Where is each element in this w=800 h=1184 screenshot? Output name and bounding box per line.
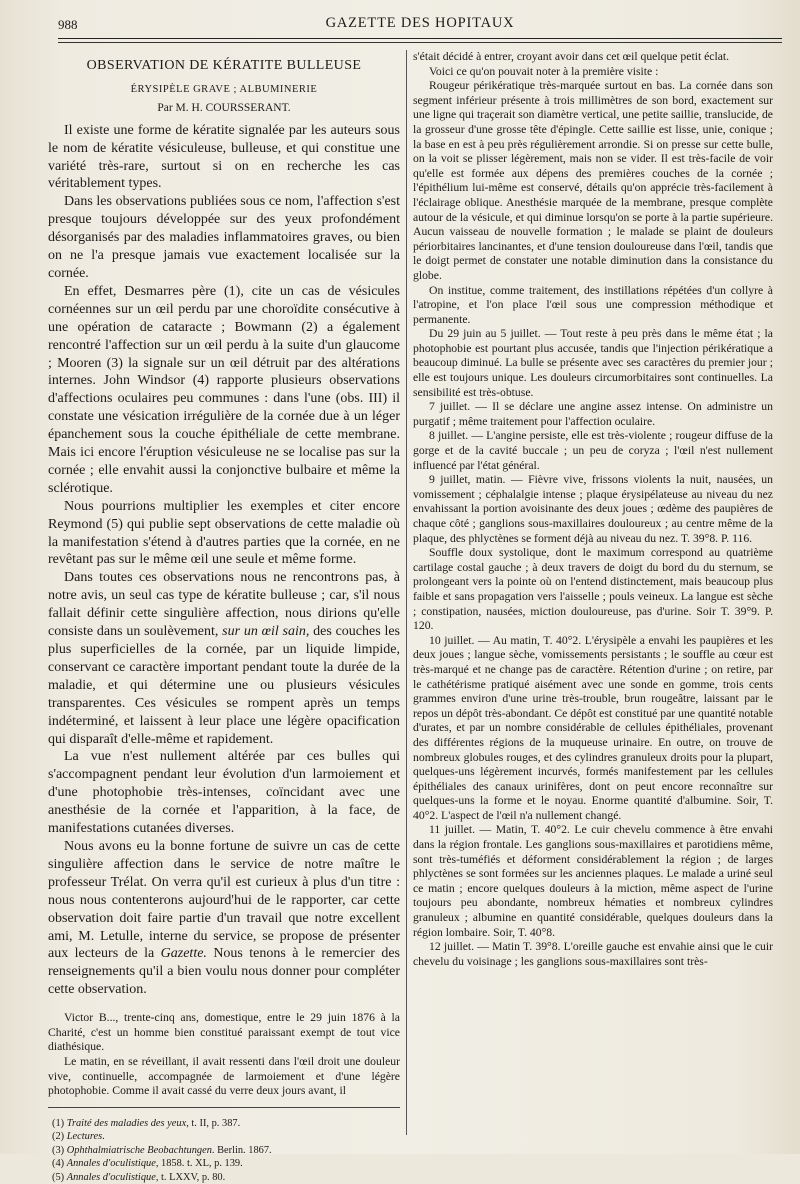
footnote: (3) Ophthalmiatrische Beobachtungen. Berlin. 1867.	[52, 1144, 272, 1156]
article-author: Par M. H. COURSSERANT.	[157, 101, 291, 114]
paragraph: Nous pourrions multiplier les exemples et citer encore Reymond (5) qui publie sept observations de cette maladie où la manifestation s'étend à d'autres parties que la cornée, en ne revêtant pas sur le même œil une seule et même forme.	[48, 498, 400, 568]
page-number: 988	[58, 17, 78, 32]
paragraph: Voici ce qu'on pouvait noter à la première visite :	[429, 64, 659, 78]
paragraph: En effet, Desmarres père (1), cite un cas de vésicules cornéennes sur un œil perdu par une choroïdite consécutive à une opération de cataracte ; Bowmann (2) a également rencontré l'affection sur un œil perdu à la suite d'un glaucome ; Mooren (3) la signale sur un œil détruit par des altérations internes. John Windsor (4) rapporte plusieurs observations d'affections oculaires peu communes : dans l'une (obs. III) il constate une vésication irrégulière de la cornée due à un léger épanchement sous la couche épithéliale de cette membrane. Mais ici encore l'éruption vésiculeuse ne se localise pas sur la cornée ; elle envahit aussi la conjonctive bulbaire et même la sclérotique.	[48, 283, 400, 496]
observation-paragraph: Le matin, en se réveillant, il avait ressenti dans l'œil droit une douleur vive, continuelle, accompagnée de larmoiement et d'une légère photophobie. Comme il avait cassé du verre deux jours avant, il	[48, 1054, 400, 1098]
paragraph: 8 juillet. — L'angine persiste, elle est très-violente ; rougeur diffuse de la gorge et de la cavité buccale ; un peu de coryza ; l'œil n'est nullement influencé par l'état général.	[413, 429, 773, 472]
footnote: (5) Annales d'oculistique, t. LXXV, p. 80.	[52, 1171, 226, 1183]
footnote: (4) Annales d'oculistique, 1858. t. XL, p. 139.	[52, 1158, 243, 1170]
paragraph: 9 juillet, matin. — Fièvre vive, frissons violents la nuit, nausées, un vomissement ; céphalalgie intense ; plaque érysipélateuse au niveau du nez envahissant la portion avoisinante des deux joues ; œdème des paupières de chaque côté ; ganglions sous-maxillaires douloureux ; au centre même de la plaque, des phlyctènes se forment déjà au niveau du nez. T. 39°8. P. 116.	[413, 473, 773, 545]
paragraph: La vue n'est nullement altérée par ces bulles qui s'accompagnent pendant leur évolution d'un larmoiement et d'une photophobie très-intenses, coïncidant avec une anesthésie de la cornée et l'apparition, à la face, de manifestations cutanées diverses.	[48, 749, 400, 837]
paragraph: 11 juillet. — Matin, T. 40°2. Le cuir chevelu commence à être envahi dans la région frontale. Les ganglions sous-maxillaires et parotidiens même, sont très-tuméfiés et déforment considérablement la région ; de larges phlyctènes se sont formées sur les anciennes plaques. Le malade a uriné seul ce matin ; encore quelques douleurs à la miction, même aspect de l'urine toujours peu abondante, nombreux hématies et nombreux cylindres granuleux ; albumine en quantité considérable, quelques douleurs dans la région lombaire. Soir, T. 40°8.	[413, 823, 773, 939]
article-title: OBSERVATION DE KÉRATITE BULLEUSE	[86, 58, 362, 73]
paragraph: On institue, comme traitement, des instillations répétées d'un collyre à l'atropine, et l'on place l'œil sous une compression méthodique et permanente.	[413, 283, 773, 326]
paragraph: 7 juillet. — Il se déclare une angine assez intense. On administre un purgatif ; même traitement pour l'affection oculaire.	[413, 400, 773, 428]
column-divider	[406, 50, 407, 1135]
footnotes	[48, 1107, 400, 1184]
header-rule	[58, 38, 782, 39]
right-column	[413, 50, 773, 969]
paragraph: s'était décidé à entrer, croyant avoir dans cet œil quelque petit éclat.	[413, 50, 730, 63]
paragraph: 12 juillet. — Matin T. 39°8. L'oreille gauche est envahie ainsi que le cuir chevelu du voisinage ; les ganglions sous-maxillaires sont très-	[413, 940, 773, 968]
paragraph: Dans toutes ces observations nous ne rencontrons pas, à notre avis, un seul cas type de kératite bulleuse ; car, s'il nous fallait définir cette singulière affection, nous dirions qu'elle consiste dans un soulèvement, sur un œil sain, des couches les plus superficielles de la cornée, par un liquide limpide, conservant ce caractère important pendant toute la durée de la maladie, et qui détermine une ou plusieurs vésicules transparentes. Ces vésicules se rompent après un temps indéterminé, et laissent à leur place une légère opacification qui disparaît d'elle-même et rapidement.	[48, 570, 401, 747]
article-subtitle: ÉRYSIPÈLE GRAVE ; ALBUMINERIE	[130, 83, 318, 95]
paragraph: Rougeur périkératique très-marquée surtout en bas. La cornée dans son segment inférieur présente à trois millimètres de son bord, exactement sur une ligne qui traçerait son diamètre vertical, une petite saillie, translucide, de la grosseur d'une grosse tête d'épingle. Cette saillie est lisse, unie, conique ; la base en est à peu près régulièrement arrondie. Si on presse sur cette bulle, on la voit se plisser légèrement, mais non se vider. Il est très-facile de voir qu'elle est formée aux dépens des premières couches de la cornée ; l'épithélium lui-même est conservé, détails qu'on apprécie très-facilement à l'éclairage oblique. Anesthésie marquée de la membrane, presque complète autour de la vésicule, et qui diminue lorsqu'on se porte à la partie supérieure. Aucun vaisseau de nouvelle formation ; le malade se plaint de douleurs périorbitaires lancinantes, et d'une tension douloureuse dans l'œil, tandis que le doigt permet de constater une notable diminution dans la consistance du globe.	[413, 79, 773, 282]
footnote: (1) Traité des maladies des yeux, t. II, p. 387.	[52, 1117, 241, 1129]
paragraph: Souffle doux systolique, dont le maximum correspond au quatrième cartilage costal gauche ; à deux travers de doigt du bord du du sternum, se prolongeant vers la pointe où on l'entend distinctement, mais beaucoup plus faible et sans propagation vers l'aisselle ; pouls veineux. La langue est sèche ; constipation, nausées, miction douloureuse, pas d'urine. Soir T. 39°9. P. 120.	[413, 546, 773, 633]
observation-paragraph: Victor B..., trente-cinq ans, domestique, entre le 29 juin 1876 à la Charité, c'est un homme bien constitué paraissant exempt de tout vice diathésique.	[48, 1011, 400, 1054]
footnote: (2) Lectures.	[52, 1131, 105, 1143]
paragraph: Dans les observations publiées sous ce nom, l'affection s'est presque toujours développée sur des yeux profondément désorganisés par des maladies inflammatoires graves, ou bien on ne l'a presque jamais vue exactement localisée sur la cornée.	[48, 194, 400, 281]
page-header	[58, 15, 782, 37]
paragraph: Nous avons eu la bonne fortune de suivre un cas de cette singulière affection dans le service de notre maître le professeur Trélat. On verra qu'il est curieux à plus d'un titre : nous nous contenterons aujourd'hui de le rapporter, car cette observation doit faire partie d'un travail que notre excellent ami, M. Letulle, interne du service, se propose de présenter aux lecteurs de la Gazette. Nous tenons à le remercier des renseignements qu'il a bien voulu nous donner pour compléter cette observation.	[48, 838, 401, 998]
paragraph: Il existe une forme de kératite signalée par les auteurs sous le nom de kératite vésiculeuse, bulleuse, et qui constitue une variété très-rare, surtout si on en recherche les cas véritablement types.	[48, 122, 400, 192]
journal-title: GAZETTE DES HOPITAUX	[325, 15, 515, 31]
left-column	[48, 50, 400, 1184]
header-rule-thin	[58, 42, 782, 43]
paragraph: 10 juillet. — Au matin, T. 40°2. L'érysipèle a envahi les paupières et les deux joues ; langue sèche, vomissements persistants ; le souffle au cœur est très-marqué et ne change pas de caractère. Rétention d'urine ; on retire, par le cathétérisme pratiqué aisément avec une sonde en gomme, trois cents grammes environ d'une urine très-trouble, brun rougeâtre, laissant par le repos un dépôt très-abondant. Ce dépôt est constitué par une quantité notable d'urates, et par un nombre considérable de cellules épithéliales, provenant des différentes régions de la muqueuse urinaire. En outre, on trouve de nombreux globules rouges, et des cylindres granuleux droits pour la plupart, quelques-uns légèrement incurvés, formés manifestement par les cellules épithéliales des canaux urinifères, dont on peut encore reconnaître sur quelques-uns la forme et le noyau. Enorme quantité d'albumine. Soir, T. 40°2. L'aspect de l'œil n'a nullement changé.	[413, 633, 773, 822]
paragraph: Du 29 juin au 5 juillet. — Tout reste à peu près dans le même état ; la photophobie est pourtant plus accusée, tandis que l'injection périkératique a beaucoup diminué. La bulle se présente avec ses caractères du premier jour ; elle est toujours unique. Les douleurs circumorbitaires sont continuelles. La sensibilité est très-obtuse.	[413, 327, 773, 399]
